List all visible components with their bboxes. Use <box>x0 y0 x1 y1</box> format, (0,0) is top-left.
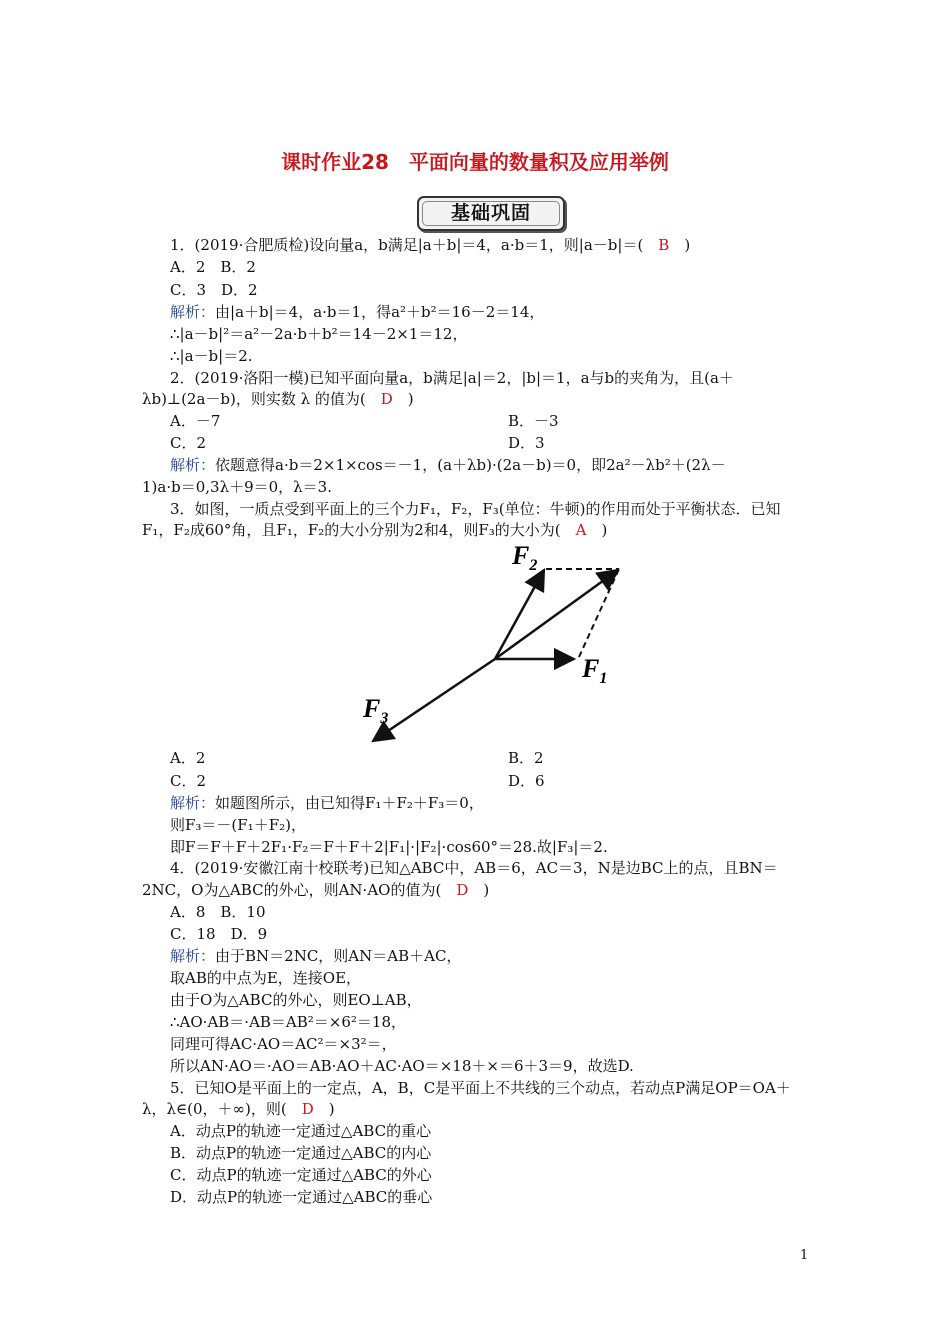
q2-stem-line-2: λb)⊥(2a－b)，则实数 λ 的值为( D ) <box>142 390 414 408</box>
q4-answer: D <box>456 881 469 899</box>
q5-option-a: A．动点P的轨迹一定通过△ABC的重心 <box>170 1122 432 1140</box>
q3-answer: A <box>575 521 587 539</box>
q2-option-b: B．－3 <box>508 412 559 430</box>
q3-solution-line-2: 则F₃＝－(F₁＋F₂)， <box>170 816 306 834</box>
q4-options-cd: C．18 D．9 <box>170 925 268 943</box>
q3-option-c: C．2 <box>170 772 207 790</box>
q4-solution-line-2: 取AB的中点为E，连接OE， <box>170 969 362 987</box>
q2-option-d: D．3 <box>508 434 545 452</box>
q4-solution-line-4: ∴AO·AB＝·AB＝AB²＝×6²＝18， <box>170 1013 407 1031</box>
q3-option-d: D．6 <box>508 772 545 790</box>
q4-solution-line-1: 解析：由于BN＝2NC，则AN＝AB＋AC， <box>170 947 462 965</box>
q4-solution-line-6: 所以AN·AO＝·AO＝AB·AO＋AC·AO＝×18＋×＝6＋3＝9，故选D. <box>170 1057 634 1075</box>
q1-stem: 1．(2019·合肥质检)设向量a，b满足|a＋b|＝4，a·b＝1，则|a－b|＝( B ) <box>170 236 691 254</box>
q4-options-ab: A．8 B．10 <box>170 903 266 921</box>
parallelogram-right-edge <box>579 569 619 657</box>
q3-option-a: A．2 <box>170 749 206 767</box>
q1-solution-line-2: ∴|a－b|²＝a²－2a·b＋b²＝14－2×1＝12， <box>170 325 468 343</box>
q3-solution-line-3: 即F＝F＋F＋2F₁·F₂＝F＋F＋2|F₁|·|F₂|·cos60°＝28.故|F₃|＝2. <box>170 838 608 856</box>
section-heading <box>417 196 565 231</box>
q1-answer: B <box>658 236 670 254</box>
q1-options-ab: A．2 B．2 <box>170 258 256 276</box>
q5-stem-line-1: 5．已知O是平面上的一定点，A，B，C是平面上不共线的三个动点，若动点P满足OP＝OA＋ <box>170 1079 791 1097</box>
q1-solution-line-1: 解析：由|a＋b|＝4，a·b＝1，得a²＋b²＝16－2＝14， <box>170 303 545 321</box>
q4-stem-line-1: 4．(2019·安徽江南十校联考)已知△ABC中，AB＝6，AC＝3，N是边BC上的点，且BN＝ <box>170 859 778 877</box>
q5-option-b: B．动点P的轨迹一定通过△ABC的内心 <box>170 1144 432 1162</box>
q5-stem-line-2: λ，λ∈(0，＋∞)，则( D ) <box>142 1100 335 1118</box>
q1-options-cd: C．3 D．2 <box>170 281 258 299</box>
q3-solution-line-1: 解析：如题图所示，由已知得F₁＋F₂＋F₃＝0， <box>170 794 484 812</box>
section-heading-text: 基础巩固 <box>450 202 531 224</box>
label-f2: $F_2$ <box>512 541 538 574</box>
q2-option-a: A．－7 <box>170 412 221 430</box>
label-f3: $F_3$ <box>363 694 389 727</box>
q2-solution-line-1: 解析：依题意得a·b＝2×1×cos＝－1，(a＋λb)·(2a－b)＝0，即2a²－λb²＋(2λ－ <box>170 456 726 474</box>
page-title: 课时作业28 平面向量的数量积及应用举例 <box>281 150 669 174</box>
q2-stem-line-1: 2．(2019·洛阳一模)已知平面向量a，b满足|a|＝2，|b|＝1，a与b的夹角为，且(a＋ <box>170 369 734 387</box>
q4-solution-line-5: 同理可得AC·AO＝AC²＝×3²＝， <box>170 1035 397 1053</box>
q5-answer: D <box>301 1100 314 1118</box>
q1-solution-line-3: ∴|a－b|＝2. <box>170 347 253 365</box>
force-diagram <box>357 537 625 747</box>
resultant-arrow <box>495 570 618 659</box>
q3-stem-line-2: F₁，F₂成60°角，且F₁，F₂的大小分别为2和4，则F₃的大小为( A ) <box>142 521 608 539</box>
q5-option-c: C．动点P的轨迹一定通过△ABC的外心 <box>170 1166 432 1184</box>
label-f1: $F_1$ <box>582 654 608 687</box>
solution-label: 解析： <box>170 303 216 321</box>
q2-solution-line-2: 1)a·b＝0,3λ＋9＝0，λ＝3. <box>142 478 332 496</box>
q3-stem-line-1: 3．如图，一质点受到平面上的三个力F₁，F₂，F₃(单位：牛顿)的作用而处于平衡状态．已知 <box>170 500 781 518</box>
page-number: 1 <box>800 1248 809 1263</box>
q2-option-c: C．2 <box>170 434 207 452</box>
q2-answer: D <box>380 390 393 408</box>
q4-stem-line-2: 2NC，O为△ABC的外心，则AN·AO的值为( D ) <box>142 881 490 899</box>
q5-option-d: D．动点P的轨迹一定通过△ABC的垂心 <box>170 1188 433 1206</box>
q3-option-b: B．2 <box>508 749 544 767</box>
force-f3-arrow <box>373 659 495 741</box>
force-f2-arrow <box>495 570 544 659</box>
q4-solution-line-3: 由于O为△ABC的外心，则EO⊥AB， <box>170 991 422 1009</box>
